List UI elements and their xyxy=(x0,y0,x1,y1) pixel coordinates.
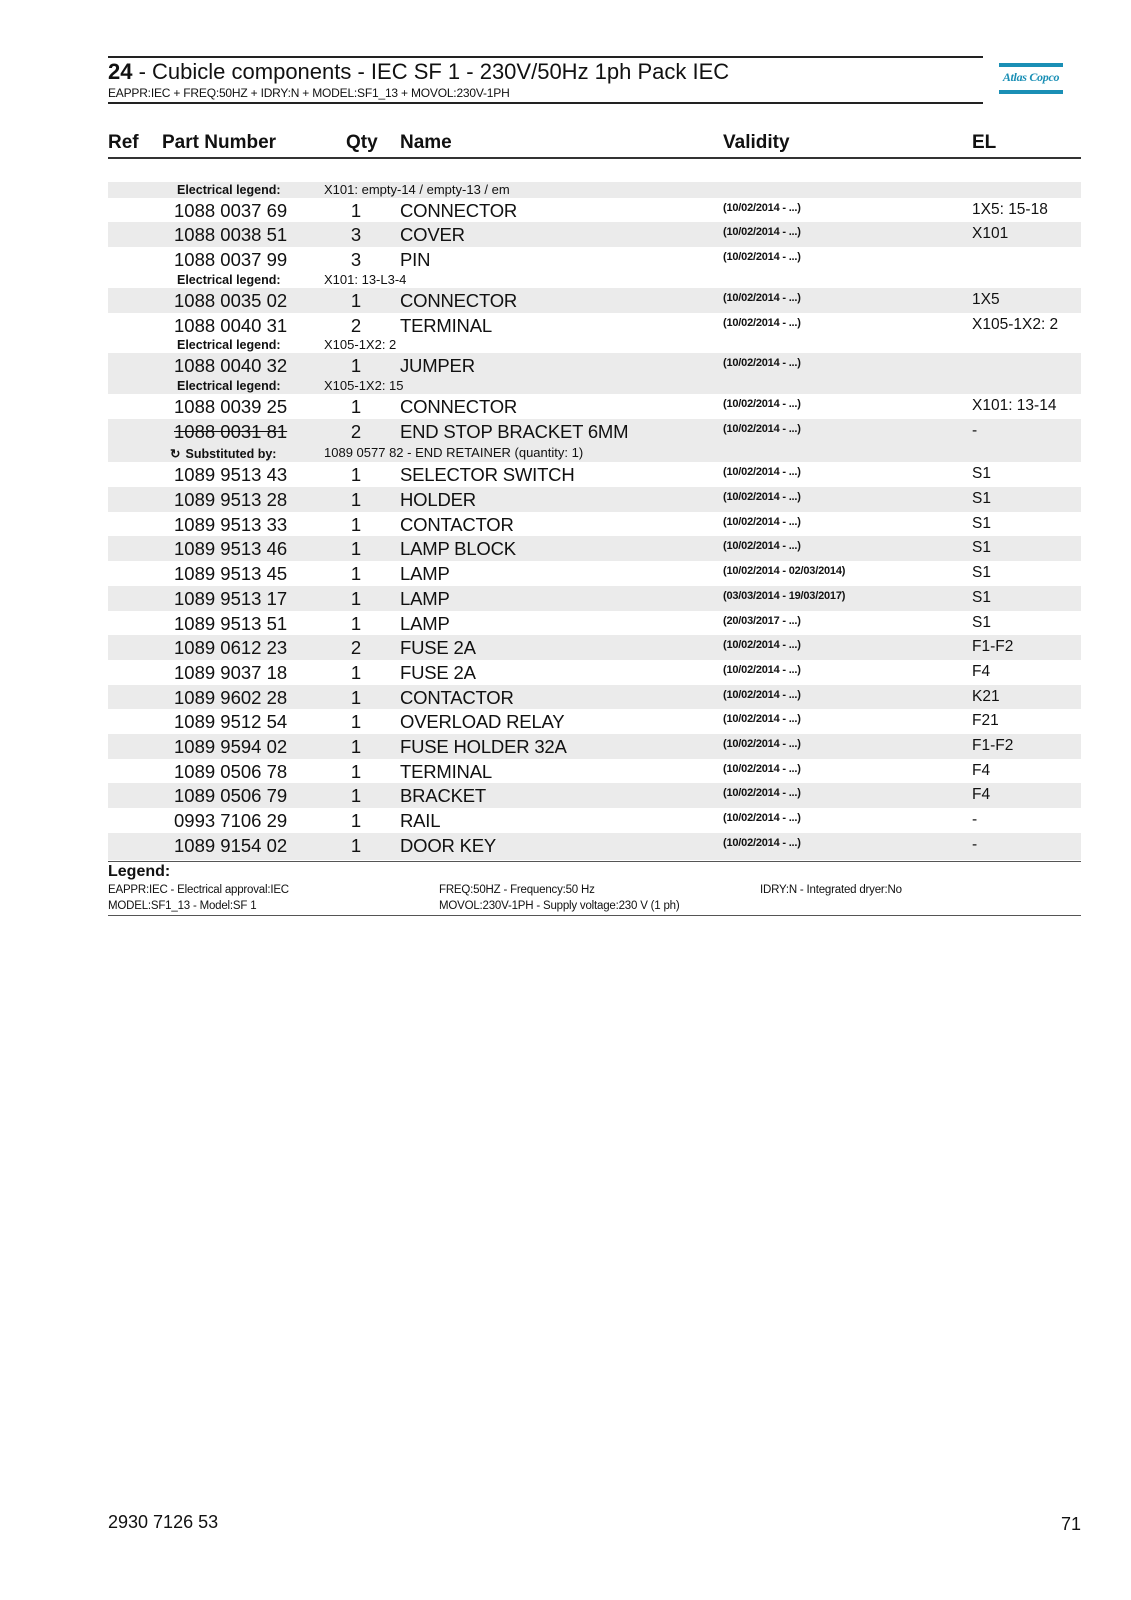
table-row xyxy=(108,734,1081,759)
name-cell: CONTACTOR xyxy=(400,687,514,708)
name-cell: BRACKET xyxy=(400,785,486,806)
part-number-cell: 1089 9512 54 xyxy=(174,711,288,732)
validity-cell: (10/02/2014 - ...) xyxy=(723,357,801,369)
part-number-cell: 1089 9513 45 xyxy=(174,563,288,584)
qty-cell: 1 xyxy=(350,662,362,683)
table-row xyxy=(108,512,1081,536)
validity-cell: (10/02/2014 - ...) xyxy=(723,398,801,410)
part-number-cell: 0993 7106 29 xyxy=(174,810,288,831)
qty-cell: 1 xyxy=(350,785,362,806)
part-number-cell: 1089 9513 17 xyxy=(174,588,288,609)
qty-cell: 1 xyxy=(350,200,362,221)
el-cell: K21 xyxy=(972,688,1000,705)
table-row xyxy=(108,833,1081,860)
part-number-cell: 1089 0506 78 xyxy=(174,761,288,782)
name-cell: END STOP BRACKET 6MM xyxy=(400,421,629,442)
el-cell: X105-1X2: 2 xyxy=(972,316,1059,333)
el-cell: S1 xyxy=(972,564,991,581)
electrical-legend-value: X101: empty-14 / empty-13 / em xyxy=(324,182,510,197)
validity-cell: (10/02/2014 - ...) xyxy=(723,491,801,503)
qty-cell: 1 xyxy=(350,563,362,584)
name-cell: COVER xyxy=(400,224,465,245)
legend-rule xyxy=(108,915,1081,916)
validity-cell: (10/02/2014 - ...) xyxy=(723,202,801,214)
part-number-cell: 1088 0040 32 xyxy=(174,355,288,376)
qty-cell: 1 xyxy=(350,396,362,417)
el-cell: S1 xyxy=(972,539,991,556)
column-header-validity: Validity xyxy=(723,132,790,153)
legend-title: Legend: xyxy=(108,863,171,880)
electrical-legend-label: Electrical legend: xyxy=(177,379,281,393)
logo-bar-top xyxy=(999,63,1063,67)
name-cell: FUSE HOLDER 32A xyxy=(400,736,567,757)
validity-cell: (10/02/2014 - ...) xyxy=(723,639,801,651)
part-number-cell-superseded: 1088 0031 81 xyxy=(174,421,288,442)
name-cell: HOLDER xyxy=(400,489,476,510)
name-cell: CONNECTOR xyxy=(400,200,518,221)
qty-cell: 1 xyxy=(350,761,362,782)
part-number-cell: 1088 0040 31 xyxy=(174,315,288,336)
part-number-cell: 1089 9513 46 xyxy=(174,538,288,559)
qty-cell: 3 xyxy=(350,249,362,270)
part-number-cell: 1089 0612 23 xyxy=(174,637,288,658)
name-cell: SELECTOR SWITCH xyxy=(400,464,575,485)
table-row xyxy=(108,198,1081,222)
electrical-legend-value: X101: 13-L3-4 xyxy=(324,272,407,287)
part-number-cell: 1089 9037 18 xyxy=(174,662,288,683)
table-row xyxy=(108,685,1081,709)
qty-cell: 1 xyxy=(350,835,362,856)
qty-cell: 1 xyxy=(350,464,362,485)
column-header-el: EL xyxy=(972,132,997,153)
el-cell: F1-F2 xyxy=(972,737,1014,754)
el-cell: - xyxy=(972,422,978,439)
page-subtitle: EAPPR:IEC + FREQ:50HZ + IDRY:N + MODEL:SF1_13 + MOVOL:230V-1PH xyxy=(108,86,510,100)
table-row xyxy=(108,709,1081,734)
qty-cell: 1 xyxy=(350,613,362,634)
substituted-by-label xyxy=(170,446,276,461)
table-row xyxy=(108,536,1081,561)
table-row xyxy=(108,487,1081,512)
validity-cell: (10/02/2014 - ...) xyxy=(723,812,801,824)
name-cell: DOOR KEY xyxy=(400,835,497,856)
name-cell: JUMPER xyxy=(400,355,475,376)
name-cell: OVERLOAD RELAY xyxy=(400,711,565,732)
validity-cell: (10/02/2014 - ...) xyxy=(723,787,801,799)
el-cell: F21 xyxy=(972,712,999,729)
legend-item: MOVOL:230V-1PH - Supply voltage:230 V (1 ph) xyxy=(439,900,680,912)
qty-cell: 1 xyxy=(350,489,362,510)
qty-cell: 1 xyxy=(350,711,362,732)
substituted-by-value: 1089 0577 82 - END RETAINER (quantity: 1) xyxy=(324,445,584,460)
qty-cell: 3 xyxy=(350,224,362,245)
el-cell: S1 xyxy=(972,515,991,532)
logo-bar-bottom xyxy=(999,90,1063,94)
header-top-rule xyxy=(108,56,983,58)
qty-cell: 1 xyxy=(350,538,362,559)
legend-item: IDRY:N - Integrated dryer:No xyxy=(760,884,902,896)
name-cell: CONTACTOR xyxy=(400,514,514,535)
name-cell: CONNECTOR xyxy=(400,396,518,417)
validity-cell: (10/02/2014 - ...) xyxy=(723,689,801,701)
el-cell: - xyxy=(972,836,978,853)
validity-cell: (10/02/2014 - ...) xyxy=(723,226,801,238)
name-cell: LAMP xyxy=(400,613,450,634)
table-row xyxy=(108,660,1081,685)
table-row xyxy=(108,783,1081,808)
qty-cell: 1 xyxy=(350,290,362,311)
el-cell: F4 xyxy=(972,663,991,680)
name-cell: TERMINAL xyxy=(400,761,492,782)
section-number: 24 xyxy=(108,59,133,84)
electrical-legend-value: X105-1X2: 2 xyxy=(324,337,397,352)
legend-item: MODEL:SF1_13 - Model:SF 1 xyxy=(108,900,257,912)
name-cell: LAMP BLOCK xyxy=(400,538,516,559)
electrical-legend-label: Electrical legend: xyxy=(177,183,281,197)
part-number-cell: 1088 0038 51 xyxy=(174,224,288,245)
qty-cell: 2 xyxy=(350,637,362,658)
electrical-legend-label: Electrical legend: xyxy=(177,273,281,287)
legend-item: FREQ:50HZ - Frequency:50 Hz xyxy=(439,884,595,896)
column-header-part-number: Part Number xyxy=(162,132,277,153)
part-number-cell: 1089 9513 28 xyxy=(174,489,288,510)
part-number-cell: 1089 9513 43 xyxy=(174,464,288,485)
substituted-by-text: Substituted by: xyxy=(185,447,277,461)
validity-cell: (10/02/2014 - ...) xyxy=(723,664,801,676)
annotation-row xyxy=(108,272,1081,288)
name-cell: RAIL xyxy=(400,810,441,831)
el-cell: S1 xyxy=(972,465,991,482)
el-cell: X101: 13-14 xyxy=(972,397,1057,414)
name-cell: PIN xyxy=(400,249,431,270)
qty-cell: 1 xyxy=(350,687,362,708)
electrical-legend-label: Electrical legend: xyxy=(177,338,281,352)
el-cell: 1X5 xyxy=(972,291,1000,308)
part-number-cell: 1089 9513 51 xyxy=(174,613,288,634)
table-row xyxy=(108,288,1081,313)
qty-cell: 2 xyxy=(350,315,362,336)
qty-cell: 1 xyxy=(350,355,362,376)
annotation-row xyxy=(108,337,1081,353)
part-number-cell: 1088 0039 25 xyxy=(174,396,288,417)
part-number-cell: 1089 9154 02 xyxy=(174,835,288,856)
table-row xyxy=(108,759,1081,783)
el-cell: S1 xyxy=(972,589,991,606)
page-title xyxy=(108,59,729,85)
validity-cell: (10/02/2014 - ...) xyxy=(723,713,801,725)
table-row xyxy=(108,808,1081,833)
name-cell: FUSE 2A xyxy=(400,662,476,683)
table-row xyxy=(108,635,1081,660)
name-cell: LAMP xyxy=(400,588,450,609)
validity-cell: (10/02/2014 - ...) xyxy=(723,738,801,750)
validity-cell: (10/02/2014 - ...) xyxy=(723,292,801,304)
el-cell: S1 xyxy=(972,614,991,631)
atlas-copco-logo xyxy=(999,63,1063,94)
refresh-icon: ↻ xyxy=(170,447,181,461)
validity-cell: (03/03/2014 - 19/03/2017) xyxy=(723,590,846,602)
el-cell: 1X5: 15-18 xyxy=(972,201,1048,218)
column-header-name: Name xyxy=(400,132,452,153)
table-row xyxy=(108,419,1081,462)
validity-cell: (10/02/2014 - ...) xyxy=(723,763,801,775)
validity-cell: (10/02/2014 - ...) xyxy=(723,837,801,849)
part-number-cell: 1088 0037 99 xyxy=(174,249,288,270)
column-header-qty: Qty xyxy=(346,132,378,153)
section-title: - Cubicle components - IEC SF 1 - 230V/50Hz 1ph Pack IEC xyxy=(132,59,730,84)
table-end-rule xyxy=(108,861,1081,862)
el-cell: F4 xyxy=(972,762,991,779)
table-row xyxy=(108,462,1081,487)
el-cell: - xyxy=(972,811,978,828)
table-row xyxy=(108,222,1081,247)
qty-cell: 1 xyxy=(350,514,362,535)
el-cell: F1-F2 xyxy=(972,638,1014,655)
el-cell: S1 xyxy=(972,490,991,507)
validity-cell: (10/02/2014 - ...) xyxy=(723,317,801,329)
table-row xyxy=(108,586,1081,611)
name-cell: LAMP xyxy=(400,563,450,584)
table-row xyxy=(108,561,1081,586)
table-row xyxy=(108,394,1081,419)
qty-cell: 1 xyxy=(350,736,362,757)
name-cell: CONNECTOR xyxy=(400,290,518,311)
page-number: 71 xyxy=(1060,1514,1081,1534)
table-row xyxy=(108,353,1081,394)
part-number-cell: 1089 9602 28 xyxy=(174,687,288,708)
name-cell: TERMINAL xyxy=(400,315,492,336)
part-number-cell: 1088 0035 02 xyxy=(174,290,288,311)
table-row xyxy=(108,611,1081,635)
table-row xyxy=(108,247,1081,272)
validity-cell: (10/02/2014 - ...) xyxy=(723,516,801,528)
el-cell: X101 xyxy=(972,225,1009,242)
validity-cell: (10/02/2014 - 02/03/2014) xyxy=(723,565,846,577)
header-bottom-rule xyxy=(108,102,983,104)
logo-text: Atlas Copco xyxy=(1002,70,1060,84)
validity-cell: (20/03/2017 - ...) xyxy=(723,615,801,627)
electrical-legend-value: X105-1X2: 15 xyxy=(324,378,404,393)
validity-cell: (10/02/2014 - ...) xyxy=(723,466,801,478)
validity-cell: (10/02/2014 - ...) xyxy=(723,423,801,435)
part-number-cell: 1088 0037 69 xyxy=(174,200,288,221)
part-number-cell: 1089 9513 33 xyxy=(174,514,288,535)
legend-item: EAPPR:IEC - Electrical approval:IEC xyxy=(108,884,289,896)
validity-cell: (10/02/2014 - ...) xyxy=(723,251,801,263)
part-number-cell: 1089 0506 79 xyxy=(174,785,288,806)
table-row xyxy=(108,313,1081,337)
qty-cell: 2 xyxy=(350,421,362,442)
column-header-ref: Ref xyxy=(108,132,139,153)
part-number-cell: 1089 9594 02 xyxy=(174,736,288,757)
qty-cell: 1 xyxy=(350,810,362,831)
column-header-rule xyxy=(108,157,1081,159)
document-number: 2930 7126 53 xyxy=(108,1512,219,1532)
qty-cell: 1 xyxy=(350,588,362,609)
name-cell: FUSE 2A xyxy=(400,637,476,658)
el-cell: F4 xyxy=(972,786,991,803)
annotation-row xyxy=(108,182,1081,198)
validity-cell: (10/02/2014 - ...) xyxy=(723,540,801,552)
